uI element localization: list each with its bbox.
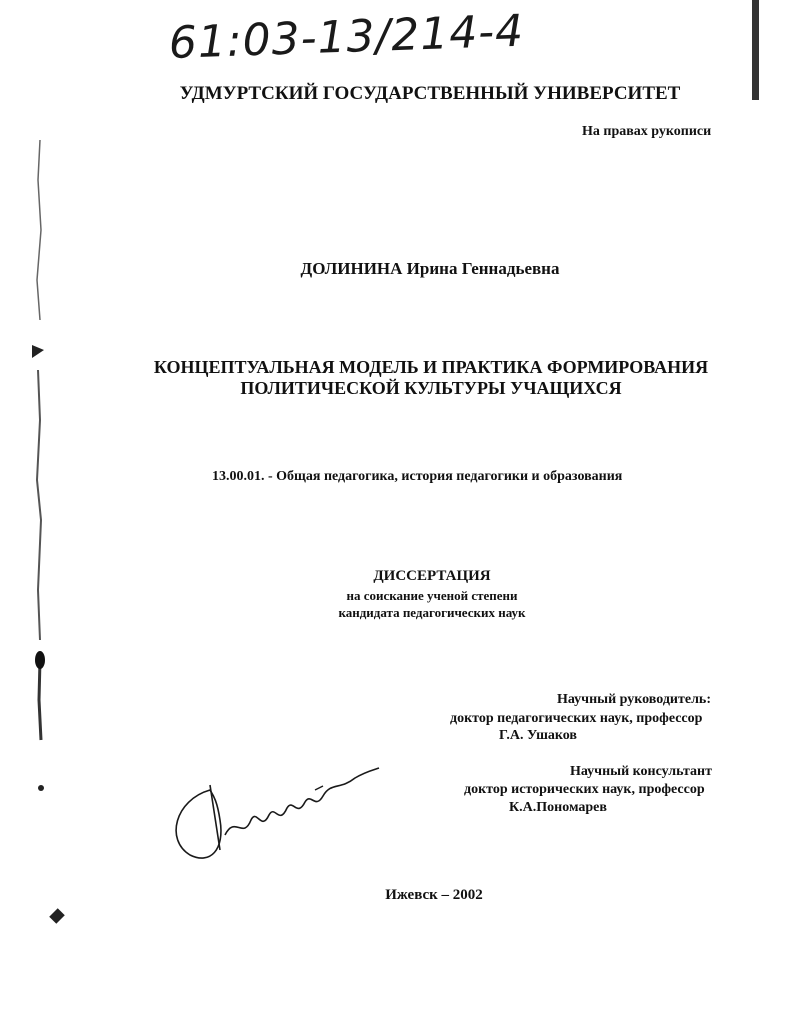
university-name: УДМУРТСКИЙ ГОСУДАРСТВЕННЫЙ УНИВЕРСИТЕТ	[179, 83, 681, 104]
consultant-position: доктор исторических наук, профессор	[464, 782, 705, 797]
scan-speck	[49, 908, 65, 924]
document-type: ДИССЕРТАЦИЯ	[373, 568, 491, 584]
scan-speck	[38, 785, 44, 791]
degree-line: на соискание ученой степени	[346, 588, 518, 603]
supervisor-name: Г.А. Ушаков	[499, 728, 577, 743]
city-year: Ижевск – 2002	[385, 887, 483, 903]
degree-line: кандидата педагогических наук	[338, 605, 526, 620]
consultant-label: Научный консультант	[570, 764, 712, 779]
consultant-name: К.А.Пономарев	[509, 800, 607, 815]
supervisor-label: Научный руководитель:	[557, 692, 711, 707]
scan-edge-noise	[28, 120, 52, 780]
dissertation-title-line: КОНЦЕПТУАЛЬНАЯ МОДЕЛЬ И ПРАКТИКА ФОРМИРОВАНИЯ	[153, 357, 709, 377]
specialty: 13.00.01. - Общая педагогика, история педагогики и образования	[212, 469, 623, 484]
author-signature	[165, 760, 380, 870]
supervisor-position: доктор педагогических наук, профессор	[450, 711, 703, 726]
rights-note: На правах рукописи	[582, 124, 712, 139]
handwritten-archive-code: 61:03-13/214-4	[168, 5, 525, 69]
author-name: ДОЛИНИНА Ирина Геннадьевна	[300, 259, 560, 278]
dissertation-title-line: ПОЛИТИЧЕСКОЙ КУЛЬТУРЫ УЧАЩИХСЯ	[240, 378, 622, 398]
